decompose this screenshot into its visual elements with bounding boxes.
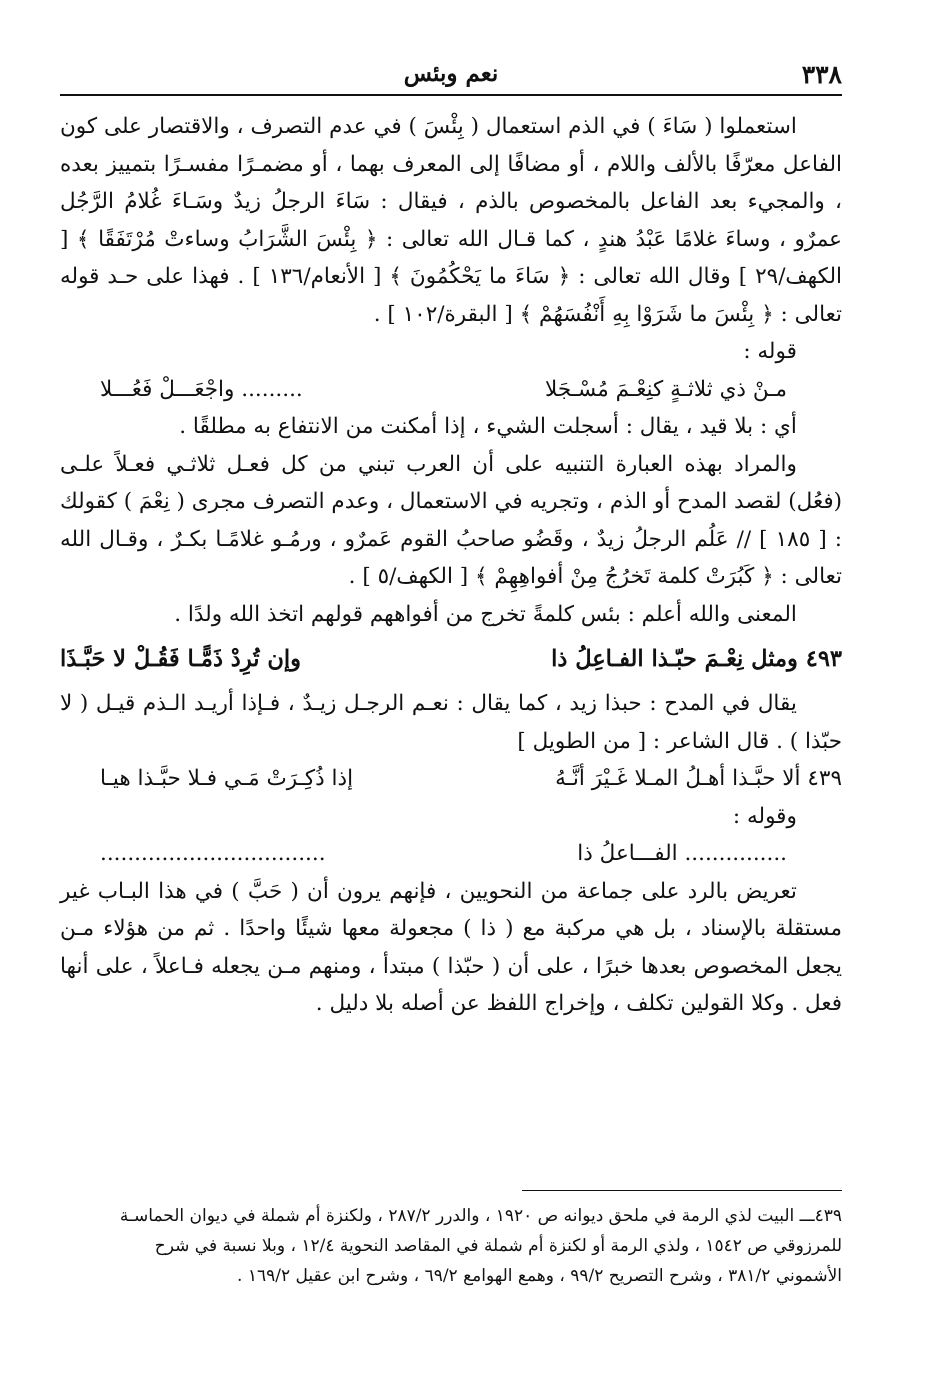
- poem-hemistich-right: ٤٣٩ ألا حبَّـذا أهـلُ المـلا غَـيْرَ أنَّـهُ: [555, 766, 842, 791]
- running-title: نعم وبئس: [403, 60, 499, 87]
- verse-rule-493: [60, 639, 842, 679]
- page-number: ٣٣٨: [801, 60, 842, 89]
- meaning-line: المعنى والله أعلم : بئس كلمةً تخرج من أفواههم قولهم اتخذ الله ولدًا .: [174, 601, 797, 627]
- rule-hemistich-left: وإن تُرِدْ ذَمًّـا فَقُـلْ لا حَبَّـذَا: [60, 646, 301, 672]
- verse-faailu-dha: [60, 835, 842, 873]
- rule-hemistich-right: ٤٩٣ ومثل نِعْـمَ حبّـذا الفـاعِلُ ذا: [551, 646, 842, 672]
- footnote-line: الأشموني ٣٨١/٢ ، وشرح التصريح ٩٩/٢ ، وهمع الهوامع ٦٩/٢ ، وشرح ابن عقيل ١٦٩/٢ .: [237, 1266, 842, 1286]
- footnote-divider: [522, 1190, 842, 1191]
- paragraph-habbadha: يقال في المدح : حبذا زيد ، كما يقال : نعـم الرجـل زيـدٌ ، فـإذا أريـد الـذم قيـل ( لا حبّذا ) . قال الشاعر : [ من الطويل ]: [60, 691, 842, 754]
- verse2-hemistich-right: ............... الفـــاعلُ ذا: [577, 841, 787, 866]
- footnote-line: ٤٣٩ـــ البيت لذي الرمة في ملحق ديوانه ص ١٩٢٠ ، والدرر ٢٨٧/٢ ، ولكنزة أم شملة في ديوان الحماسـة: [119, 1206, 842, 1226]
- verse2-hemistich-left: .................................: [100, 841, 326, 866]
- paragraph-fuula: والمراد بهذه العبارة التنبيه على أن العرب تبني من كل فعـل ثلاثـي فعـلاً علـى (فعُل) لقصد المدح أو الذم ، وتجريه في الاستعمال ، وعدم التصرف مجرى ( نِعْمَ ) كقولك : [ ١٨٥ ] // عَلُم الرجلُ زيدٌ ، وقَضُو صاحبُ القوم عَمرٌو ، ورمُـو غلامًـا بكـرٌ ، وقـال الله تعالى : ﴿ كَبُرَتْ كلمة تَخرُجُ مِنْ أفواهِهِمْ ﴾ [ الكهف/٥ ] .: [60, 451, 842, 589]
- paragraph-saa: استعملوا ( سَاءَ ) في الذم استعمال ( بِئْسَ ) في عدم التصرف ، والاقتصار على كون الفاعل معرّفًا بالألف واللام ، أو مضافًا إلى المعرف بهما ، أو مضمـرًا مفسـرًا بتمييز بعده ، والمجيء بعد الفاعل بالمخصوص بالذم ، فيقال : سَاءَ الرجلُ زيدٌ وسَـاءَ غُلامُ الرَّجُل عمرٌو ، وساءَ غلامًا عَبْدُ هندٍ ، كما قـال الله تعالى : ﴿ بِئْسَ الشَّرَابُ وساءتْ مُرْتَفَقًا ﴾ [ الكهف/٢٩ ] وقال الله تعالى : ﴿ سَاءَ ما يَحْكُمُونَ ﴾ [ الأنعام/١٣٦ ] . فهذا على حـد قوله تعالى : ﴿ بِئْسَ ما شَرَوْا بِهِ أَنْفُسَهُمْ ﴾ [ البقرة/١٠٢ ] .: [60, 114, 842, 327]
- page-header: [60, 56, 842, 96]
- qawluhu-label: قوله :: [743, 339, 797, 364]
- paragraph-tareed: تعريض بالرد على جماعة من النحويين ، فإنهم يرون أن ( حَبَّ ) في هذا البـاب غير مستقلة بالإسناد ، بل هي مركبة مع ( ذا ) مجعولة معها شيئًا واحدًا . ثم من هؤلاء مـن يجعل المخصوص بعدها خبرًا ، على أن ( حبّذا ) مبتدأ ، ومنهم مـن يجعله فـاعلاً ، على أنها فعل . وكلا القولين تكلف ، وإخراج اللفظ عن أصله بلا دليل .: [60, 878, 843, 1016]
- verse-hemistich-left: ......... واجْعَـــلْ فَعُـــلا: [100, 376, 303, 402]
- book-page: [60, 56, 842, 1346]
- verse-poem-439: [60, 760, 842, 798]
- verse-fuula: [60, 371, 842, 409]
- footnote-line: للمرزوقي ص ١٥٤٢ ، ولذي الرمة أو لكنزة أم شملة في المقاصد النحوية ١٢/٤ ، وبلا نسبة في شرح: [154, 1236, 842, 1256]
- footnotes: [60, 1190, 842, 1291]
- qawluhu-label-2: وقوله :: [732, 803, 797, 829]
- poem-hemistich-left: إذا ذُكِـرَتْ مَـي فـلا حبَّـذا هيـا: [100, 766, 354, 791]
- footnote-439: [60, 1201, 842, 1291]
- main-text: [60, 108, 842, 1023]
- explanation-line: أي : بلا قيد ، يقال : أسجلت الشيء ، إذا أمكنت من الانتفاع به مطلقًا .: [179, 414, 797, 439]
- verse-hemistich-right: مـنْ ذي ثلاثـةٍ كنِعْـمَ مُسْـجَلا: [545, 376, 787, 402]
